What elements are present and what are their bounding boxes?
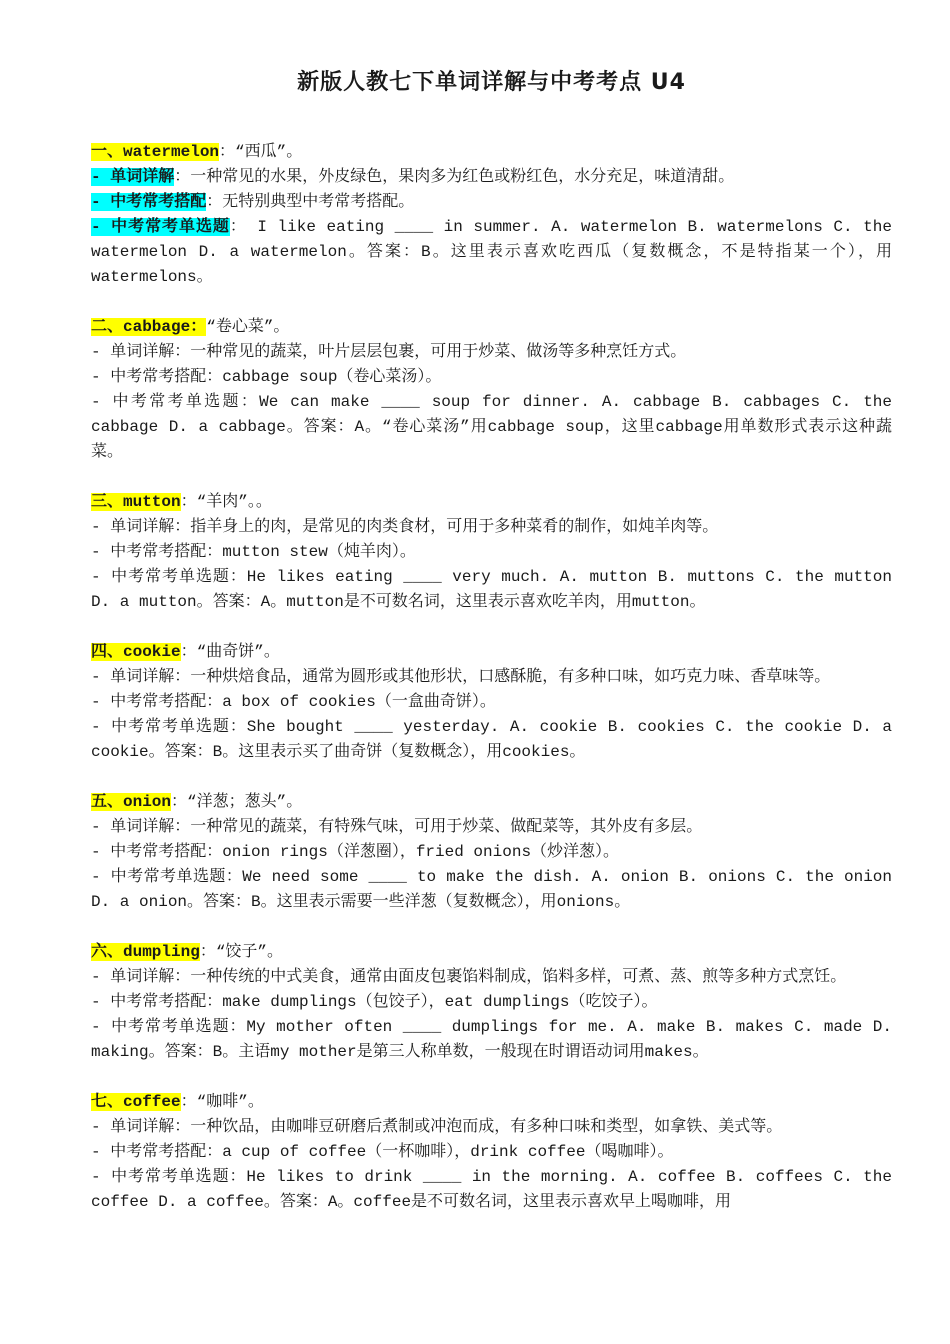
entry-heading-line [91, 140, 892, 165]
entry-question-line: - 中考常考单选题：We can make ____ soup for dinner. A. cabbage B. cabbages C. the cabbage D. a cabbage。答案：A。“卷心菜汤”用cabbage soup，这里cabbage用单数形式表示这种蔬菜。 [91, 393, 892, 461]
vocab-entry-cabbage [91, 315, 892, 465]
entry-detail-line: - 单词详解：指羊身上的肉，是常见的肉类食材，可用于多种菜肴的制作，如炖羊肉等。 [91, 518, 719, 536]
entry-collocation-line: - 中考常考搭配：onion rings（洋葱圈），fried onions（炒洋葱）。 [91, 843, 620, 861]
entry-heading: 一、watermelon [91, 143, 220, 161]
entry-heading-line [91, 640, 892, 665]
entry-heading: 七、coffee [91, 1093, 181, 1111]
entry-detail-line: - 单词详解：一种常见的蔬菜，叶片层层包裹，可用于炒菜、做汤等多种烹饪方式。 [91, 343, 687, 361]
entry-heading: 四、cookie [91, 643, 181, 661]
entry-detail-line: - 单词详解：一种饮品，由咖啡豆研磨后煮制或冲泡而成，有多种口味和类型，如拿铁、美式等。 [91, 1118, 783, 1136]
vocab-entry-mutton [91, 490, 892, 615]
entry-detail-line: - 单词详解：一种常见的蔬菜，有特殊气味，可用于炒菜、做配菜等，其外皮有多层。 [91, 818, 703, 836]
detail-label: - 单词详解 [91, 168, 175, 186]
entry-heading: 六、dumpling [91, 943, 200, 961]
entry-meaning: ：“饺子”。 [199, 943, 284, 961]
entry-question-line: - 中考常考单选题：We need some ____ to make the dish. A. onion B. onions C. the onion D. a onion。答案：B。这里表示需要一些洋葱（复数概念），用onions。 [91, 868, 892, 911]
vocab-entry-dumpling [91, 940, 892, 1065]
entry-question-line: - 中考常考单选题：He likes to drink ____ in the morning. A. coffee B. coffees C. the coffee D. a coffee。答案：A。coffee是不可数名词，这里表示喜欢早上喝咖啡，用 [91, 1168, 892, 1211]
entry-heading-line [91, 315, 892, 340]
entry-detail-line [91, 165, 892, 190]
entry-meaning: ：“咖啡”。 [180, 1093, 264, 1111]
entry-collocation-line: - 中考常考搭配：a box of cookies（一盒曲奇饼）。 [91, 693, 496, 711]
entry-detail-line: - 单词详解：一种传统的中式美食，通常由面皮包裹馅料制成，馅料多样，可煮、蒸、煎等多种方式烹饪。 [91, 968, 847, 986]
entry-heading-line [91, 490, 892, 515]
entry-question-line: - 中考常考单选题：My mother often ____ dumplings for me. A. make B. makes C. made D. making。答案：B。主语my mother是第三人称单数，一般现在时谓语动词用makes。 [91, 1018, 892, 1061]
entry-question-line: - 中考常考单选题：She bought ____ yesterday. A. cookie B. cookies C. the cookie D. a cookie。答案：B。这里表示买了曲奇饼（复数概念），用cookies。 [91, 718, 892, 761]
entry-collocation-line: - 中考常考搭配：make dumplings（包饺子），eat dumplings（吃饺子）。 [91, 993, 658, 1011]
entry-heading-line [91, 940, 892, 965]
collocation-text: ：无特别典型中考常考搭配。 [206, 193, 415, 211]
question-text: ： I like eating ____ in summer. A. watermelon B. watermelons C. the watermelon D. a watermelon。答案：B。这里表示喜欢吃西瓜（复数概念，不是特指某一个），用watermelons。 [91, 218, 892, 286]
vocab-entry-coffee [91, 1090, 892, 1215]
entry-meaning: “卷心菜”。 [206, 318, 290, 336]
entry-collocation-line: - 中考常考搭配：a cup of coffee（一杯咖啡），drink coffee（喝咖啡）。 [91, 1143, 674, 1161]
collocation-label: - 中考常考搭配 [91, 193, 207, 211]
vocab-entry-cookie [91, 640, 892, 765]
entry-meaning: ：“洋葱；葱头”。 [171, 793, 303, 811]
vocab-entry-watermelon [91, 140, 892, 290]
entry-collocation-line: - 中考常考搭配：mutton stew（炖羊肉）。 [91, 543, 416, 561]
entry-meaning: ：“西瓜”。 [219, 143, 303, 161]
entry-heading-line [91, 1090, 892, 1115]
entry-collocation-line [91, 190, 892, 215]
detail-text: ：一种常见的水果，外皮绿色，果肉多为红色或粉红色，水分充足，味道清甜。 [174, 168, 735, 186]
document-title: 新版人教七下单词详解与中考考点 U4 [297, 70, 686, 95]
entry-detail-line: - 单词详解：一种烘焙食品，通常为圆形或其他形状，口感酥脆，有多种口味，如巧克力味、香草味等。 [91, 668, 831, 686]
question-label: - 中考常考单选题 [91, 218, 230, 236]
entry-meaning: ：“羊肉”。。 [180, 493, 272, 511]
entry-heading-line [91, 790, 892, 815]
entry-meaning: ：“曲奇饼”。 [180, 643, 280, 661]
entry-collocation-line: - 中考常考搭配：cabbage soup（卷心菜汤）。 [91, 368, 442, 386]
vocab-entry-onion [91, 790, 892, 915]
entry-question-line: - 中考常考单选题：He likes eating ____ very much. A. mutton B. muttons C. the mutton D. a mutton。答案：A。mutton是不可数名词，这里表示喜欢吃羊肉，用mutton。 [91, 568, 892, 611]
entry-question-line [91, 215, 892, 290]
entry-heading: 五、onion [91, 793, 172, 811]
entry-heading: 二、cabbage： [91, 318, 207, 336]
entry-heading: 三、mutton [91, 493, 181, 511]
